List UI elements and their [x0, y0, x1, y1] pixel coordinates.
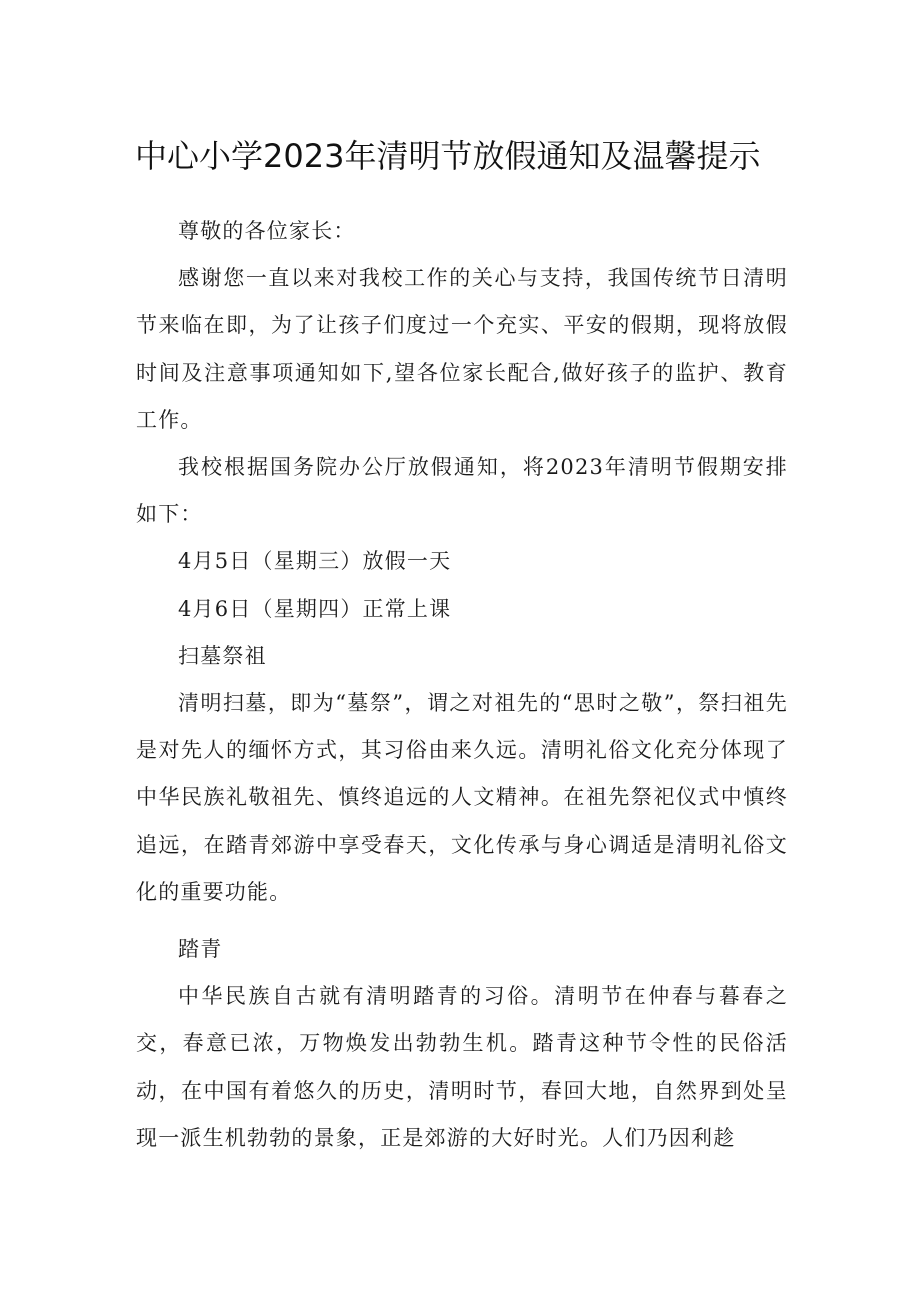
intro-paragraph: 感谢您一直以来对我校工作的关心与支持，我国传统节日清明节来临在即，为了让孩子们度过一个充实、平安的假期，现将放假时间及注意事项通知如下,望各位家长配合,做好孩子的监护、教育工作。 — [136, 266, 788, 432]
paragraph-gap — [136, 916, 788, 926]
section-text-outing: 中华民族自古就有清明踏青的习俗。清明节在仲春与暮春之交，春意已浓，万物焕发出勃勃生机。踏青这种节令性的民俗活动，在中国有着悠久的历史，清明时节，春回大地，自然界到处呈现一派生机勃勃的景象，正是郊游的大好时光。人们乃因利趁 — [136, 984, 788, 1150]
schedule-item: 4月6日（星期四）正常上课 — [178, 596, 452, 621]
schedule-item: 4月5日（星期三）放假一天 — [178, 549, 452, 574]
section-text-tomb-sweeping: 清明扫墓，即为“墓祭”，谓之对祖先的“思时之敬”，祭扫祖先是对先人的缅怀方式，其习俗由来久远。清明礼俗文化充分体现了中华民族礼敬祖先、慎终追远的人文精神。在祖先祭祀仪式中慎终追远，在踏青郊游中享受春天，文化传承与身心调适是清明礼俗文化的重要功能。 — [136, 691, 788, 904]
salutation: 尊敬的各位家长： — [178, 219, 356, 243]
document-body — [136, 208, 788, 1162]
section-heading-tomb-sweeping: 扫墓祭祖 — [178, 643, 267, 668]
section-heading-outing: 踏青 — [178, 937, 223, 962]
document-title: 中心小学2023年清明节放假通知及温馨提示 — [135, 137, 761, 175]
schedule-intro: 我校根据国务院办公厅放假通知，将2023年清明节假期安排如下： — [136, 455, 788, 527]
